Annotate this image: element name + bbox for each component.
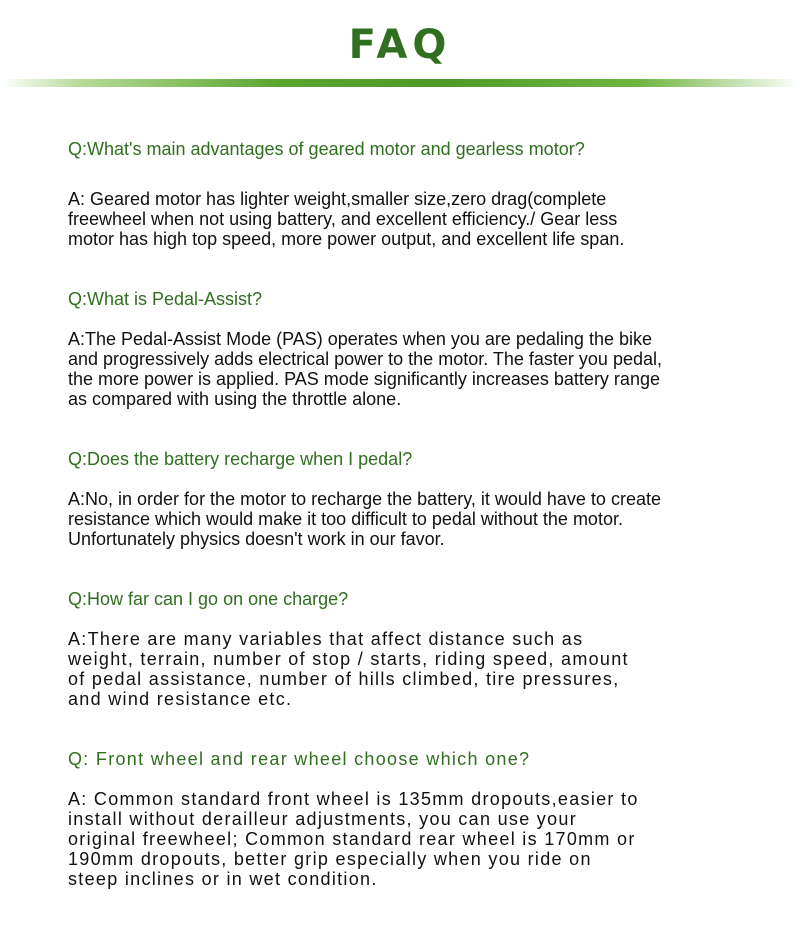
faq-item-3 <box>68 448 748 549</box>
header-divider <box>0 79 800 87</box>
faq-item-5 <box>68 748 748 889</box>
faq-question: Q:What is Pedal-Assist? <box>68 289 263 309</box>
faq-answer-line: A: Common standard front wheel is 135mm dropouts,easier to <box>68 789 639 809</box>
faq-answer-line: as compared with using the throttle alone. <box>68 389 402 409</box>
faq-header <box>0 0 800 100</box>
faq-answer-line: of pedal assistance, number of hills climbed, tire pressures, <box>68 669 620 689</box>
faq-answer-line: A:No, in order for the motor to recharge the battery, it would have to create <box>68 489 661 509</box>
faq-answer-line: weight, terrain, number of stop / starts, riding speed, amount <box>68 649 629 669</box>
faq-answer-line: A: Geared motor has lighter weight,smaller size,zero drag(complete <box>68 189 607 209</box>
faq-answer-line: 190mm dropouts, better grip especially when you ride on <box>68 849 592 869</box>
faq-answer-line: A:The Pedal-Assist Mode (PAS) operates when you are pedaling the bike <box>68 329 652 349</box>
faq-question: Q:How far can I go on one charge? <box>68 589 349 609</box>
faq-answer-line: steep inclines or in wet condition. <box>68 869 378 889</box>
faq-question: Q: Front wheel and rear wheel choose which one? <box>68 749 531 769</box>
faq-question: Q:Does the battery recharge when I pedal? <box>68 449 413 469</box>
faq-answer-line: original freewheel; Common standard rear wheel is 170mm or <box>68 829 636 849</box>
page-title: FAQ <box>348 22 452 68</box>
faq-answer-line: motor has high top speed, more power output, and excellent life span. <box>68 229 625 249</box>
faq-answer-line: and wind resistance etc. <box>68 689 293 709</box>
faq-item-1 <box>68 138 748 249</box>
faq-answer-line: A:There are many variables that affect distance such as <box>68 629 584 649</box>
faq-question: Q:What's main advantages of geared motor and gearless motor? <box>68 139 585 159</box>
faq-item-4 <box>68 588 748 709</box>
faq-answer-line: Unfortunately physics doesn't work in our favor. <box>68 529 445 549</box>
faq-answer-line: and progressively adds electrical power to the motor. The faster you pedal, <box>68 349 662 369</box>
faq-answer-line: freewheel when not using battery, and excellent efficiency./ Gear less <box>68 209 618 229</box>
faq-answer-line: the more power is applied. PAS mode significantly increases battery range <box>68 369 660 389</box>
faq-answer-line: install without derailleur adjustments, you can use your <box>68 809 578 829</box>
faq-item-2 <box>68 288 748 409</box>
faq-answer-line: resistance which would make it too difficult to pedal without the motor. <box>68 509 623 529</box>
